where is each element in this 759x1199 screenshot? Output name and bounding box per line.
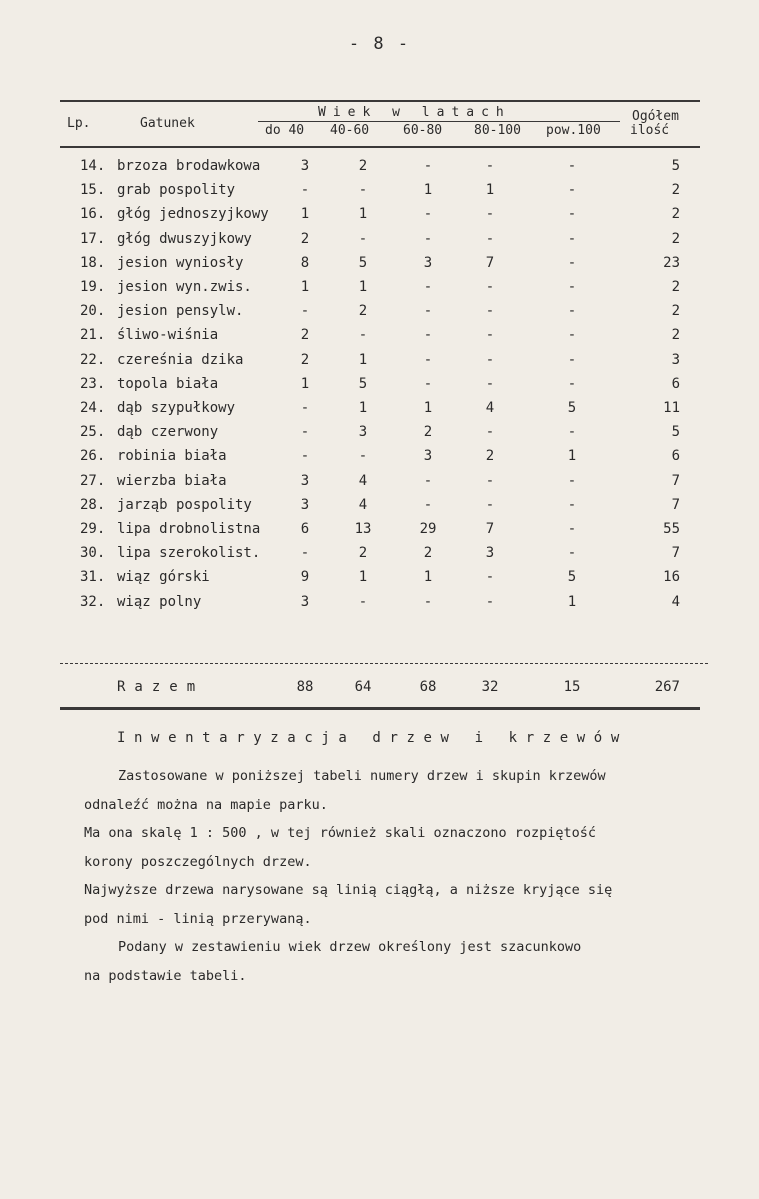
age-count-cell: - xyxy=(567,496,577,513)
age-count-cell: - xyxy=(567,375,577,392)
row-total: 2 xyxy=(671,206,680,223)
age-count-cell: 3 xyxy=(423,448,433,465)
row-total: 55 xyxy=(663,521,680,537)
age-count-cell: - xyxy=(300,424,310,441)
page-number: - 8 - xyxy=(348,34,411,54)
age-count-cell: - xyxy=(485,496,495,513)
header-age-rule xyxy=(258,121,620,122)
age-count-cell: - xyxy=(567,424,577,441)
age-count-cell: 1 xyxy=(300,375,310,392)
age-count-cell: - xyxy=(358,327,368,344)
age-count-cell: - xyxy=(300,448,310,465)
table-row xyxy=(0,448,759,472)
row-total: 2 xyxy=(671,303,680,320)
age-count-cell: - xyxy=(485,158,495,174)
age-count-cell: 1 xyxy=(300,279,310,295)
table-row xyxy=(0,594,759,618)
age-count-cell: - xyxy=(567,254,577,271)
age-count-cell: - xyxy=(300,545,310,562)
header-bottom-rule xyxy=(60,146,700,148)
age-count-cell: 4 xyxy=(358,496,368,513)
age-count-cell: 2 xyxy=(358,545,368,562)
row-total: 5 xyxy=(671,424,680,441)
age-count-cell: - xyxy=(423,375,433,392)
row-total: 6 xyxy=(671,448,680,465)
age-count-cell: 1 xyxy=(358,279,368,295)
age-count-cell: - xyxy=(423,593,433,610)
age-count-cell: - xyxy=(567,158,577,174)
age-count-cell: - xyxy=(300,303,310,320)
age-count-cell: 3 xyxy=(300,472,310,489)
species-name: brzoza brodawkowa xyxy=(117,158,261,174)
row-number: 30. xyxy=(80,545,106,562)
age-count-cell: 7 xyxy=(485,521,495,537)
age-count-cell: 3 xyxy=(300,593,310,610)
row-total: 23 xyxy=(663,254,680,271)
row-number: 23. xyxy=(80,375,106,392)
row-total: 3 xyxy=(671,351,680,368)
paragraph-line: odnaleźć można na mapie parku. xyxy=(84,796,328,813)
age-count-cell: - xyxy=(358,448,368,465)
age-count-cell: - xyxy=(485,206,495,223)
row-number: 25. xyxy=(80,424,106,441)
table-row xyxy=(0,521,759,545)
age-count-cell: 2 xyxy=(485,448,495,465)
age-count-cell: - xyxy=(423,230,433,247)
header-age-group: Wiek w latach xyxy=(318,105,511,120)
age-count-cell: - xyxy=(485,424,495,441)
species-name: jesion wyniosły xyxy=(117,254,244,271)
age-count-cell: - xyxy=(358,182,368,199)
age-count-cell: - xyxy=(423,206,433,223)
age-count-cell: 1 xyxy=(567,593,577,610)
age-count-cell: - xyxy=(300,182,310,199)
age-count-cell: - xyxy=(485,593,495,610)
age-count-cell: 3 xyxy=(423,254,433,271)
row-total: 7 xyxy=(671,545,680,562)
row-total: 7 xyxy=(671,472,680,489)
row-total: 16 xyxy=(663,569,680,586)
table-row xyxy=(0,424,759,448)
table-row xyxy=(0,231,759,255)
paragraph-line: Najwyższe drzewa narysowane są linią ciągłą, a niższe kryjące się xyxy=(84,882,613,898)
age-count-cell: - xyxy=(423,158,433,174)
header-age-range-2: 40-60 xyxy=(330,123,370,138)
table-row xyxy=(0,303,759,327)
species-name: jesion wyn.zwis. xyxy=(117,279,252,295)
total-label: Razem xyxy=(117,679,205,695)
paragraph-line: pod nimi - linią przerywaną. xyxy=(84,910,312,927)
table-row xyxy=(0,497,759,521)
row-number: 19. xyxy=(80,279,106,295)
header-species: Gatunek xyxy=(140,116,195,131)
age-count-cell: 1 xyxy=(358,400,368,416)
age-count-cell: 1 xyxy=(485,182,495,199)
age-count-cell: 3 xyxy=(485,545,495,562)
table-bottom-rule xyxy=(60,707,700,710)
total-cell: 68 xyxy=(419,679,437,695)
row-number: 17. xyxy=(80,230,106,247)
row-number: 32. xyxy=(80,593,106,610)
age-count-cell: - xyxy=(485,472,495,489)
table-row xyxy=(0,255,759,279)
species-name: lipa drobnolistna xyxy=(117,521,261,537)
table-row xyxy=(0,545,759,569)
age-count-cell: 5 xyxy=(358,375,368,392)
row-number: 20. xyxy=(80,303,106,320)
age-count-cell: 9 xyxy=(300,569,310,586)
age-count-cell: 5 xyxy=(567,400,577,416)
table-row xyxy=(0,327,759,351)
header-age-range-5: pow.100 xyxy=(546,123,601,138)
header-lp: Lp. xyxy=(67,116,91,131)
row-number: 16. xyxy=(80,206,106,223)
age-count-cell: 1 xyxy=(358,206,368,223)
table-row xyxy=(0,400,759,424)
age-count-cell: - xyxy=(423,279,433,295)
total-separator-rule xyxy=(60,663,708,664)
section-title: Inwentaryzacja drzew i krzewów xyxy=(117,730,628,746)
row-total: 2 xyxy=(671,230,680,247)
age-count-cell: - xyxy=(423,351,433,368)
age-count-cell: 1 xyxy=(423,400,433,416)
age-count-cell: 1 xyxy=(423,569,433,586)
paragraph-3 xyxy=(84,876,724,933)
row-total: 5 xyxy=(671,158,680,174)
age-count-cell: - xyxy=(567,230,577,247)
age-count-cell: - xyxy=(485,327,495,344)
paragraph-1 xyxy=(84,762,724,819)
age-count-cell: - xyxy=(423,472,433,489)
totals-row xyxy=(0,679,759,703)
row-number: 15. xyxy=(80,182,106,199)
paragraph-line: Zastosowane w poniższej tabeli numery drzew i skupin krzewów xyxy=(118,768,606,784)
paragraph-line: Ma ona skalę 1 : 500 , w tej również skali oznaczono rozpiętość xyxy=(84,825,597,841)
species-name: głóg jednoszyjkowy xyxy=(117,206,269,223)
species-name: wiąz polny xyxy=(117,593,202,610)
age-count-cell: - xyxy=(423,327,433,344)
total-cell: 88 xyxy=(296,679,314,695)
age-count-cell: - xyxy=(485,279,495,295)
row-total: 2 xyxy=(671,279,680,295)
row-total: 4 xyxy=(671,593,680,610)
age-count-cell: 4 xyxy=(485,400,495,416)
age-count-cell: 1 xyxy=(300,206,310,223)
species-name: wierzba biała xyxy=(117,472,227,489)
row-total: 7 xyxy=(671,496,680,513)
species-name: robinia biała xyxy=(117,448,227,465)
age-count-cell: 2 xyxy=(300,230,310,247)
total-cell: 32 xyxy=(481,679,499,695)
row-number: 21. xyxy=(80,327,106,344)
species-name: lipa szerokolist. xyxy=(117,545,261,562)
header-total-qty: ilość xyxy=(630,123,670,138)
age-count-cell: 4 xyxy=(358,472,368,489)
header-age-range-3: 60-80 xyxy=(403,123,443,138)
row-number: 18. xyxy=(80,254,106,271)
paragraph-line: Podany w zestawieniu wiek drzew określony jest szacunkowo xyxy=(118,939,582,955)
age-count-cell: - xyxy=(567,472,577,489)
row-number: 22. xyxy=(80,351,106,368)
age-count-cell: 5 xyxy=(358,254,368,271)
total-cell: 64 xyxy=(354,679,372,695)
species-name: topola biała xyxy=(117,375,219,392)
age-count-cell: - xyxy=(567,545,577,562)
row-total: 11 xyxy=(663,400,680,416)
species-name: czereśnia dzika xyxy=(117,351,244,368)
header-total: Ogółem xyxy=(632,109,679,124)
age-count-cell: - xyxy=(485,569,495,586)
header-age-range-1: do 40 xyxy=(265,123,305,138)
age-count-cell: - xyxy=(485,303,495,320)
species-name: śliwo-wiśnia xyxy=(117,327,219,344)
age-count-cell: 2 xyxy=(423,424,433,441)
age-count-cell: 3 xyxy=(300,496,310,513)
age-count-cell: - xyxy=(567,279,577,295)
table-row xyxy=(0,206,759,230)
row-total: 6 xyxy=(671,375,680,392)
row-total: 2 xyxy=(671,182,680,199)
grand-total: 267 xyxy=(654,679,680,695)
age-count-cell: - xyxy=(423,303,433,320)
age-count-cell: 3 xyxy=(300,158,310,174)
age-count-cell: 13 xyxy=(354,521,372,537)
row-number: 28. xyxy=(80,496,106,513)
row-number: 31. xyxy=(80,569,106,586)
age-count-cell: 29 xyxy=(419,521,437,537)
age-count-cell: - xyxy=(567,351,577,368)
age-count-cell: 1 xyxy=(358,569,368,586)
row-number: 14. xyxy=(80,158,106,174)
table-row xyxy=(0,473,759,497)
age-count-cell: - xyxy=(485,351,495,368)
paragraph-line: korony poszczególnych drzew. xyxy=(84,853,312,870)
age-count-cell: 1 xyxy=(358,351,368,368)
age-count-cell: - xyxy=(567,521,577,537)
age-count-cell: 2 xyxy=(358,303,368,320)
table-row xyxy=(0,352,759,376)
age-count-cell: - xyxy=(358,230,368,247)
age-count-cell: - xyxy=(300,400,310,416)
species-name: jesion pensylw. xyxy=(117,303,244,320)
age-count-cell: 3 xyxy=(358,424,368,441)
table-row xyxy=(0,569,759,593)
age-count-cell: 7 xyxy=(485,254,495,271)
row-total: 2 xyxy=(671,327,680,344)
header-age-range-4: 80-100 xyxy=(474,123,521,138)
paragraph-2 xyxy=(84,819,724,876)
table-row xyxy=(0,182,759,206)
age-count-cell: - xyxy=(567,182,577,199)
species-name: jarząb pospolity xyxy=(117,496,252,513)
age-count-cell: 2 xyxy=(358,158,368,174)
age-count-cell: - xyxy=(567,327,577,344)
table-top-rule xyxy=(60,100,700,102)
age-count-cell: 2 xyxy=(300,351,310,368)
species-name: grab pospolity xyxy=(117,182,236,199)
table-row xyxy=(0,376,759,400)
age-count-cell: 2 xyxy=(423,545,433,562)
age-count-cell: 6 xyxy=(300,521,310,537)
row-number: 27. xyxy=(80,472,106,489)
species-name: wiąz górski xyxy=(117,569,210,586)
age-count-cell: - xyxy=(485,375,495,392)
age-count-cell: 5 xyxy=(567,569,577,586)
total-cell: 15 xyxy=(563,679,581,695)
age-count-cell: 1 xyxy=(567,448,577,465)
age-count-cell: 1 xyxy=(423,182,433,199)
row-number: 29. xyxy=(80,521,106,537)
age-count-cell: - xyxy=(485,230,495,247)
row-number: 24. xyxy=(80,400,106,416)
age-count-cell: 8 xyxy=(300,254,310,271)
table-row xyxy=(0,279,759,303)
age-count-cell: 2 xyxy=(300,327,310,344)
age-count-cell: - xyxy=(358,593,368,610)
species-name: głóg dwuszyjkowy xyxy=(117,230,252,247)
table-row xyxy=(0,158,759,182)
row-number: 26. xyxy=(80,448,106,465)
paragraph-line: na podstawie tabeli. xyxy=(84,967,247,984)
species-name: dąb czerwony xyxy=(117,424,219,441)
age-count-cell: - xyxy=(423,496,433,513)
paragraph-4 xyxy=(84,933,724,990)
age-count-cell: - xyxy=(567,206,577,223)
species-name: dąb szypułkowy xyxy=(117,400,236,416)
age-count-cell: - xyxy=(567,303,577,320)
